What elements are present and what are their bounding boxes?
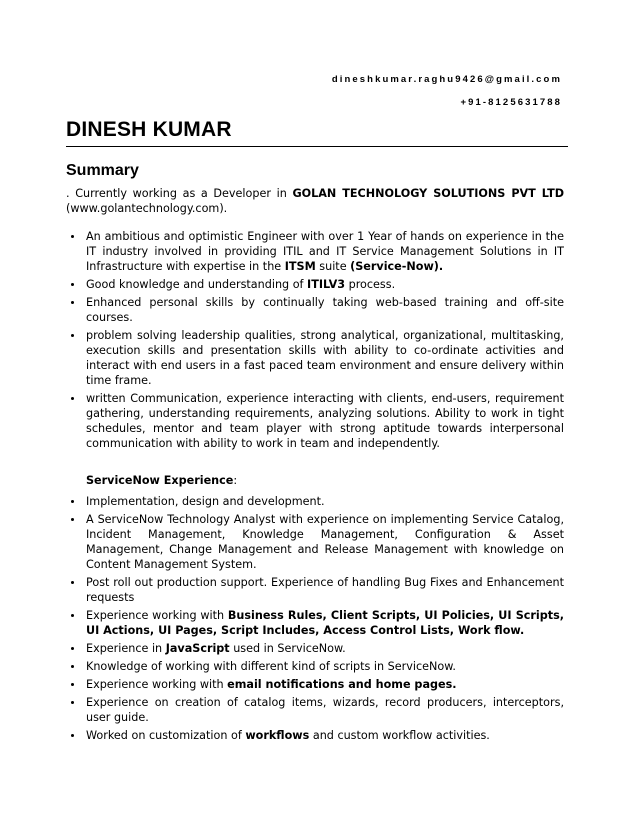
header-divider [66, 146, 568, 147]
bullet-icon [71, 581, 74, 584]
bullet-icon [71, 500, 74, 503]
bullet-icon [71, 614, 74, 617]
list-item: A ServiceNow Technology Analyst with experience on implementing Service Catalog, Incident Management, Knowledge Management, Configuration & Asset Management, Change Management and Release Management with knowledge on Content Management System. [66, 512, 564, 572]
bullet-icon [71, 334, 74, 337]
bullet-icon [71, 701, 74, 704]
list-item: Implementation, design and development. [66, 494, 564, 509]
bullet-icon [71, 235, 74, 238]
resume-body [66, 186, 564, 746]
candidate-name: DINESH KUMAR [66, 118, 232, 141]
list-item: Experience working with Business Rules, Client Scripts, UI Policies, UI Scripts, UI Actions, UI Pages, Script Includes, Access Control Lists, Work flow. [66, 608, 564, 638]
list-item: Experience on creation of catalog items, wizards, record producers, interceptors, user guide. [66, 695, 564, 725]
list-item: An ambitious and optimistic Engineer with over 1 Year of hands on experience in the IT industry involved in providing ITIL and IT Service Management Solutions in IT Infrastructure with expertise in the ITSM suite (Service-Now). [66, 229, 564, 274]
email-address[interactable]: dineshkumar.raghu9426@gmail.com [331, 74, 562, 85]
bullet-icon [71, 734, 74, 737]
summary-heading: Summary [66, 162, 139, 179]
bullet-icon [71, 647, 74, 650]
bullet-icon [71, 397, 74, 400]
phone-number[interactable]: +91-8125631788 [460, 97, 562, 108]
bullet-icon [71, 665, 74, 668]
summary-intro: . Currently working as a Developer in GOLAN TECHNOLOGY SOLUTIONS PVT LTD (www.golantechnology.com). [66, 187, 564, 215]
bullet-icon [71, 301, 74, 304]
summary-list [66, 229, 564, 451]
list-item: Post roll out production support. Experience of handling Bug Fixes and Enhancement requests [66, 575, 564, 605]
list-item: Experience working with email notifications and home pages. [66, 677, 564, 692]
company-name: GOLAN TECHNOLOGY SOLUTIONS PVT LTD [292, 187, 564, 200]
list-item: Worked on customization of workflows and custom workflow activities. [66, 728, 564, 743]
list-item: Good knowledge and understanding of ITILV3 process. [66, 277, 564, 292]
list-item: problem solving leadership qualities, strong analytical, organizational, multitasking, execution skills and presentation skills with ability to co-ordinate activities and interact with end users in a fast paced team environment and ensure delivery within time frame. [66, 328, 564, 388]
list-item: Enhanced personal skills by continually taking web-based training and off-site courses. [66, 295, 564, 325]
list-item: written Communication, experience interacting with clients, end-users, requirement gathering, understanding requirements, analyzing solutions. Ability to work in tight schedules, mentor and team player with strong aptitude towards interpersonal communication with ability to work in team and independently. [66, 391, 564, 451]
bullet-icon [71, 283, 74, 286]
list-item: Knowledge of working with different kind of scripts in ServiceNow. [66, 659, 564, 674]
bullet-icon [71, 683, 74, 686]
experience-list [66, 494, 564, 743]
experience-heading: ServiceNow Experience: [86, 474, 238, 487]
list-item: Experience in JavaScript used in ServiceNow. [66, 641, 564, 656]
bullet-icon [71, 518, 74, 521]
